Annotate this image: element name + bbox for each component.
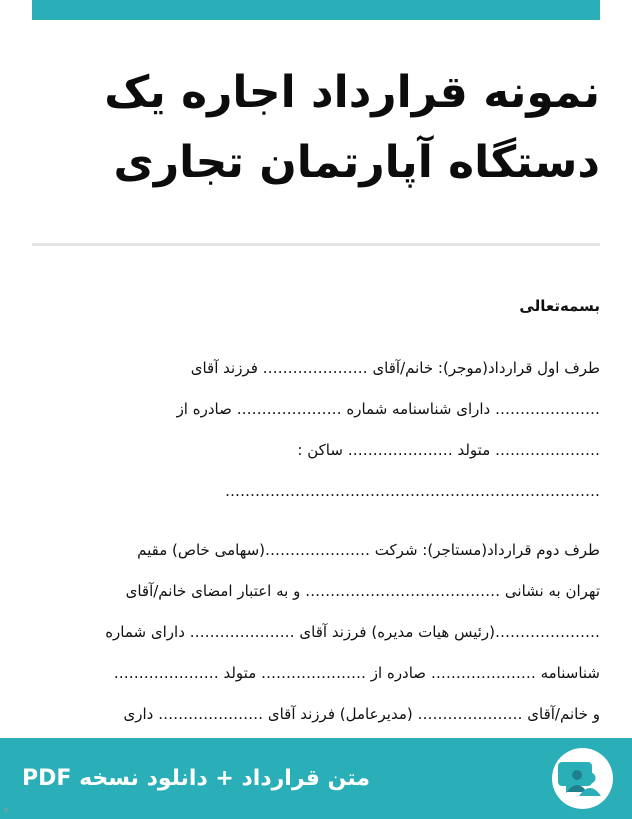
- download-banner[interactable]: [0, 738, 632, 819]
- party-two-line: شناسنامه ………………… صادره از ………………… متولد …………………: [113, 664, 600, 682]
- party-one-line: ………………… دارای شناسنامه شماره ………………… صادره از: [176, 400, 600, 418]
- document-heading: بسمه‌تعالی: [519, 297, 600, 315]
- party-two-line: …………………(رئیس هیات مدیره) فرزند آقای ………………… دارای شماره: [105, 623, 600, 641]
- party-one-section: [32, 348, 600, 512]
- party-two-line: طرف دوم قرارداد(مستاجر): شرکت …………………(سهامی خاص) مقیم: [137, 541, 600, 559]
- party-two-section: [32, 530, 600, 735]
- site-logo[interactable]: [552, 748, 613, 809]
- top-accent-bar: [32, 0, 600, 20]
- users-chat-logo-icon: [552, 748, 613, 809]
- page-title-line-2: دستگاه آپارتمان تجاری: [113, 137, 600, 188]
- page-title: [32, 58, 600, 198]
- party-two-line: تهران به نشانی ………………………………… و به اعتبار امضای خانم/آقای: [125, 582, 600, 600]
- corner-mark: ٧: [4, 806, 9, 815]
- party-two-line: و خانم/آقای ………………… (مدیرعامل) فرزند آقای ………………… داری: [123, 705, 600, 723]
- download-pdf-link[interactable]: متن قرارداد + دانلود نسخه PDF: [22, 766, 370, 791]
- contract-body: [32, 286, 600, 735]
- party-one-line: طرف اول قرارداد(موجر): خانم/آقای ………………… فرزند آقای: [190, 359, 600, 377]
- title-divider: [32, 243, 600, 246]
- party-one-line: …………………………………………………………………: [225, 482, 600, 500]
- page-title-line-1: نمونه قرارداد اجاره یک: [104, 67, 600, 118]
- party-one-line: ………………… متولد ………………… ساکن :: [297, 441, 600, 459]
